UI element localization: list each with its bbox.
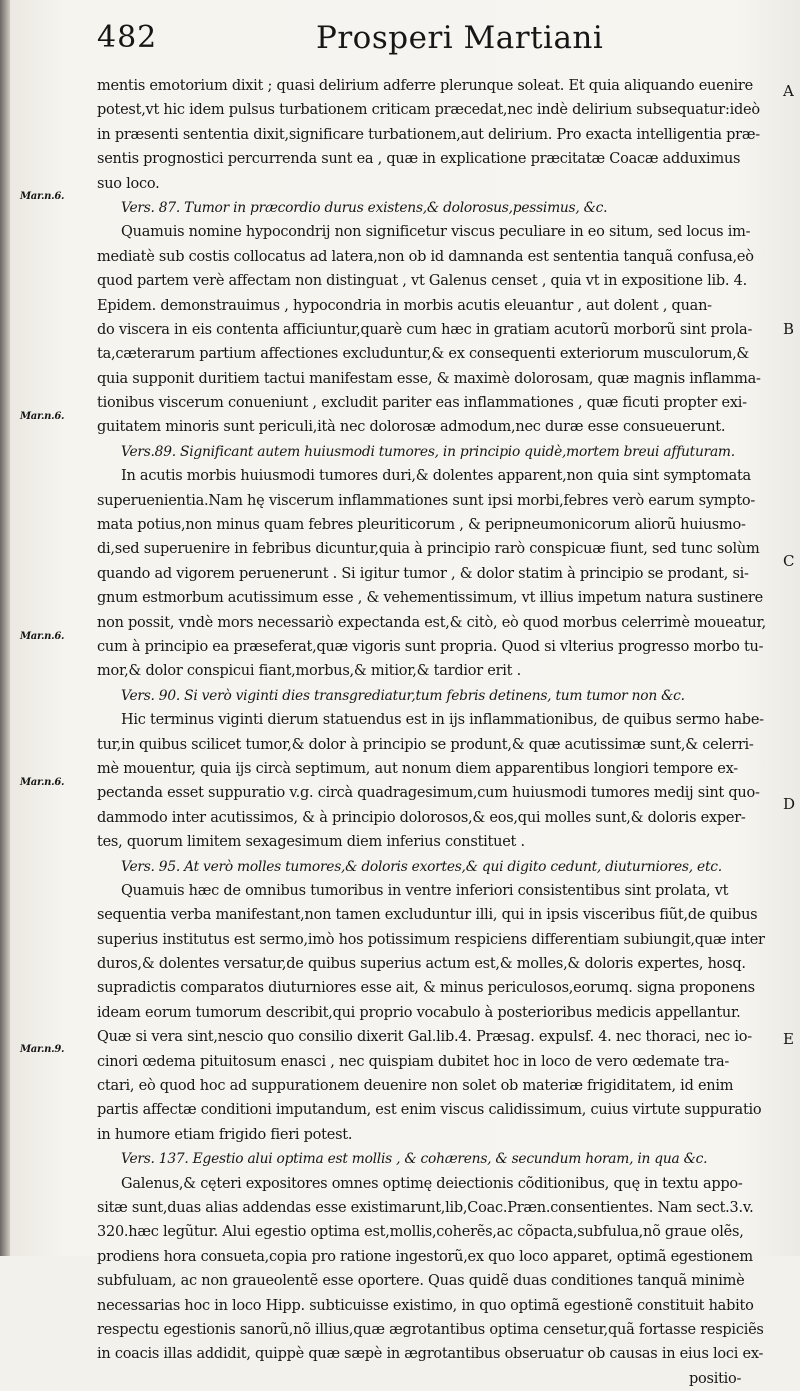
verse-heading: Vers.89. Significant autem huiusmodi tumores, in principio quidè,mortem breui affuturam. (121, 443, 735, 460)
margin-note: Mar.n.6. (20, 191, 65, 202)
text-line: sitæ sunt,duas alias addendas esse existimarunt,lib,Coac.Præn.consentientes. Nam sect.3.v. (97, 1199, 754, 1216)
text-line: potest,vt hic idem pulsus turbationem criticam præcedat,nec indè delirium subsequatur:ideò (97, 102, 760, 119)
body-text (97, 74, 769, 1391)
text-line: sentis prognostici percurrenda sunt ea , quæ in explicatione præcitatæ Coacæ adduximus (97, 151, 741, 168)
text-line: mediatè sub costis collocatus ad latera,non ob id damnanda est sententia tanquã confusa,eò (97, 248, 754, 265)
text-line: pectanda esset suppuratio v.g. circà quadragesimum,cum huiusmodi tumores medij sint quo- (97, 785, 760, 802)
text-line: superuenientia.Nam hę viscerum inflammationes sunt ipsi morbi,febres verò earum sympto- (97, 492, 756, 509)
text-line: di,sed superuenire in febribus dicuntur,quia à principio rarò conspicuæ fiunt, sed tunc solùm (97, 541, 760, 558)
text-line: 320.hæc legũtur. Alui egestio optima est,mollis,coherẽs,ac cõpacta,subfulua,nõ graue olẽs, (97, 1224, 744, 1241)
text-line: in coacis illas addidit, quippè quæ sæpè in ægrotantibus obseruatur ob causas in eius loci ex- (97, 1346, 764, 1363)
text-line: Epidem. demonstrauimus , hypocondria in morbis acutis eleuantur , aut dolent , quan- (97, 297, 712, 314)
section-letter: B (783, 320, 795, 338)
text-line: quod partem verè affectam non distinguat , vt Galenus censet , quia vt in expositione lib. 4. (97, 273, 747, 290)
text-line: tes, quorum limitem sexagesimum diem inferius constituet . (97, 834, 525, 851)
text-line: Quamuis nomine hypocondrij non significetur viscus peculiare in eo situm, sed locus im- (121, 224, 751, 241)
section-letter: D (783, 795, 796, 813)
page-number: 482 (97, 20, 158, 55)
text-line: tionibus viscerum conueniunt , excludit pariter eas inflammationes , quæ ficuti propter exi- (97, 395, 747, 412)
verse-heading: Vers. 87. Tumor in præcordio durus existens,& dolorosus,pessimus, &c. (121, 199, 608, 216)
text-line: In acutis morbis huiusmodi tumores duri,& dolentes apparent,non quia sint symptomata (121, 468, 751, 485)
text-line: ta,cæterarum partium affectiones excluduntur,& ex consequenti exteriorum musculorum,& (97, 346, 750, 363)
section-letter: A (783, 82, 794, 100)
text-line: quando ad vigorem peruenerunt . Si igitur tumor , & dolor statim à principio se prodant, si- (97, 565, 749, 582)
text-line: Galenus,& cęteri expositores omnes optimę deiectionis cõditionibus, quę in textu appo- (121, 1175, 743, 1192)
text-line: subfuluam, ac non graueolentẽ esse oportere. Quas quidẽ duas conditiones tanquã minimè (97, 1273, 745, 1290)
text-line: duros,& dolentes versatur,de quibus superius actum est,& molles,& doloris expertes, hosq. (97, 956, 746, 973)
text-line: mè mouentur, quia ijs circà septimum, aut nonum diem apparentibus longiori tempore ex- (97, 760, 738, 777)
text-line: guitatem minoris sunt periculi,ità nec dolorosæ admodum,nec duræ esse consueuerunt. (97, 419, 726, 436)
text-line: cum à principio ea præseferat,quæ vigoris sunt propria. Quod si vlterius progresso morbo tu- (97, 638, 764, 655)
running-title: Prosperi Martiani (316, 20, 604, 56)
margin-note: Mar.n.6. (20, 411, 65, 422)
text-line: in præsenti sententia dixit,significare turbationem,aut delirium. Pro exacta intelligentia præ- (97, 126, 760, 143)
text-line: do viscera in eis contenta afficiuntur,quarè cum hæc in gratiam acutorũ morborũ sint prola- (97, 321, 753, 338)
text-line: supradictis comparatos diuturniores esse ait, & minus periculosos,eorumq. signa proponens (97, 980, 755, 997)
text-line: gnum estmorbum acutissimum esse , & vehementissimum, vt illius impetum natura sustinere (97, 590, 763, 607)
text-line: superius institutus est sermo,imò hos potissimum respiciens differentiam subiungit,quæ inter (97, 931, 765, 948)
catchword: positio- (689, 1370, 742, 1387)
text-line: sequentia verba manifestant,non tamen excluduntur illi, qui in ipsis visceribus fiũt,de quibus (97, 907, 758, 924)
section-letter: C (783, 552, 795, 570)
text-line: necessarias hoc in loco Hipp. subticuisse existimo, in quo optimã egestionẽ constituit habito (97, 1297, 754, 1314)
text-line: non possit, vndè mors necessariò expectanda est,& citò, eò quod morbus celerrimè moueatur, (97, 614, 766, 631)
margin-note: Mar.n.6. (20, 777, 65, 788)
text-line: dammodo inter acutissimos, & à principio dolorosos,& eos,qui molles sunt,& doloris exper- (97, 809, 746, 826)
text-line: mentis emotorium dixit ; quasi delirium adferre plerunque soleat. Et quia aliquando euenire (97, 78, 753, 94)
margin-note: Mar.n.6. (20, 631, 65, 642)
text-line: partis affectæ conditioni imputandum, est enim viscus calidissimum, cuius virtute suppuratio (97, 1102, 762, 1119)
margin-note: Mar.n.9. (20, 1044, 65, 1055)
text-line: Quæ si vera sint,nescio quo consilio dixerit Gal.lib.4. Præsag. expulsf. 4. nec thoraci, nec io- (97, 1029, 752, 1046)
text-line: cinori œdema pituitosum enasci , nec quispiam dubitet hoc in loco de vero œdemate tra- (97, 1053, 730, 1070)
text-line: Quamuis hæc de omnibus tumoribus in ventre inferiori consistentibus sint prolata, vt (121, 882, 729, 899)
section-letter: E (783, 1030, 794, 1048)
text-line: in humore etiam frigido fieri potest. (97, 1126, 353, 1143)
verse-heading: Vers. 137. Egestio alui optima est mollis , & cohærens, & secundum horam, in qua &c. (121, 1151, 708, 1168)
text-line: quia supponit duritiem tactui manifestam esse, & maximè dolorosam, quæ magnis inflamma- (97, 370, 761, 387)
verse-heading: Vers. 95. At verò molles tumores,& doloris exortes,& qui digito cedunt, diuturniores, etc. (121, 858, 722, 875)
text-line: respectu egestionis sanorũ,nõ illius,quæ ægrotantibus optima censetur,quã fortasse respiciẽs (97, 1321, 764, 1338)
page-gutter (0, 0, 10, 1256)
text-line: ctari, eò quod hoc ad suppurationem deuenire non solet ob materiæ frigiditatem, id enim (97, 1078, 734, 1095)
text-line: tur,in quibus scilicet tumor,& dolor à principio se produnt,& quæ acutissimæ sunt,& celerri- (97, 736, 754, 753)
verse-heading: Vers. 90. Si verò viginti dies transgrediatur,tum febris detinens, tum tumor non &c. (121, 687, 685, 704)
text-line: mor,& dolor conspicui fiant,morbus,& mitior,& tardior erit . (97, 663, 521, 680)
text-line: mata potius,non minus quam febres pleuriticorum , & peripneumonicorum aliorũ huiusmo- (97, 517, 746, 534)
text-line: prodiens hora consueta,copia pro ratione ingestorũ,ex quo loco apparet, optimã egestionem (97, 1248, 753, 1265)
text-line: suo loco. (97, 175, 160, 192)
text-line: ideam eorum tumorum describit,qui proprio vocabulo à posterioribus medicis appellantur. (97, 1004, 741, 1021)
text-line: Hic terminus viginti dierum statuendus est in ijs inflammationibus, de quibus sermo habe- (121, 712, 764, 729)
